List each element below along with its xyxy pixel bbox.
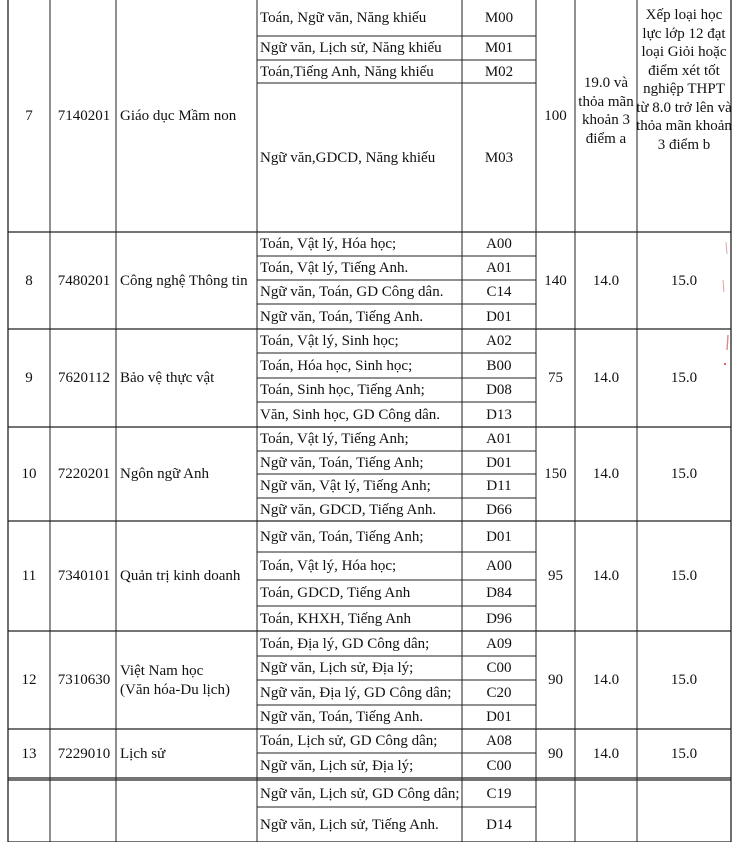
major-name: Công nghệ Thông tin — [120, 272, 248, 289]
combo-subjects: Ngữ văn, Toán, Tiếng Anh. — [260, 709, 424, 725]
combo-subjects: Toán, GDCD, Tiếng Anh — [260, 585, 411, 601]
major-name: Lịch sử — [120, 745, 166, 762]
combo-subjects: Toán, Vật lý, Tiếng Anh; — [260, 431, 409, 447]
combo-code: M03 — [484, 149, 514, 166]
combo-subjects: Ngữ văn,GDCD, Năng khiếu — [260, 149, 436, 166]
quota: 75 — [548, 370, 563, 386]
combo-code: C14 — [486, 284, 512, 300]
combo-code: C19 — [486, 785, 512, 802]
combo-code: D66 — [486, 501, 512, 518]
min-score: 14.0 — [592, 745, 620, 762]
combo-code: D14 — [486, 816, 512, 833]
combo-subjects: Ngữ văn, Toán, Tiếng Anh; — [260, 528, 424, 545]
combo-code: A00 — [486, 558, 512, 574]
alt-score: 15.0 — [670, 272, 698, 289]
combo-code: B00 — [486, 357, 512, 374]
combo-code: M00 — [484, 10, 514, 26]
combo-code: C00 — [486, 757, 512, 774]
alt-score: 15.0 — [670, 745, 698, 762]
combo-code: A09 — [486, 635, 512, 652]
quota: 90 — [548, 745, 563, 762]
major-code: 7140201 — [57, 108, 111, 124]
min-score: 14.0 — [592, 272, 620, 289]
combo-code: D11 — [486, 478, 512, 494]
major-code: 7220201 — [57, 466, 111, 482]
combo-code: A01 — [486, 260, 512, 276]
combo-subjects: Ngữ văn, Lịch sử, Địa lý; — [260, 660, 414, 676]
quota: 100 — [544, 108, 567, 124]
combo-subjects: Toán, Sinh học, Tiếng Anh; — [260, 382, 425, 398]
quota: 95 — [548, 568, 563, 584]
quota: 140 — [544, 272, 567, 289]
major-code: 7229010 — [57, 745, 111, 762]
combo-subjects: Toán, Vật lý, Hóa học; — [260, 558, 397, 574]
combo-subjects: Ngữ văn, Toán, GD Công dân. — [260, 284, 444, 300]
combo-subjects: Toán, Vật lý, Sinh học; — [260, 333, 399, 349]
combo-code: D96 — [486, 610, 512, 627]
row-number: 7 — [25, 108, 33, 124]
combo-subjects: Văn, Sinh học, GD Công dân. — [260, 406, 440, 423]
combo-code: A02 — [486, 333, 512, 349]
major-code: 7310630 — [57, 672, 111, 688]
alt-score: 15.0 — [670, 466, 698, 482]
row7-criteria-text: Xếp loại học lực lớp 12 đạt loại Giỏi hoặc điểm xét tốt nghiệp THPT từ 8.0 trở lên và thỏa mãn khoản 3 điểm b — [636, 7, 732, 153]
combo-code: M01 — [484, 40, 514, 56]
alt-score: 15.0 — [670, 370, 698, 386]
major-name: Bảo vệ thực vật — [120, 370, 215, 386]
min-score: 14.0 — [592, 370, 620, 386]
row-number: 11 — [21, 568, 37, 584]
combo-subjects: Ngữ văn, Toán, Tiếng Anh. — [260, 308, 424, 325]
major-code: 7480201 — [57, 272, 111, 289]
combo-subjects: Toán, Vật lý, Hóa học; — [260, 236, 397, 252]
row7-threshold-text: 19.0 và thỏa mãn khoản 3 điểm a — [578, 75, 634, 147]
min-score: 14.0 — [592, 568, 620, 584]
alt-score: 15.0 — [670, 568, 698, 584]
major-name: Ngôn ngữ Anh — [120, 466, 209, 482]
min-score: 14.0 — [592, 672, 620, 688]
combo-code: D01 — [486, 308, 512, 325]
combo-code: D13 — [486, 406, 512, 423]
combo-code: C20 — [486, 684, 512, 701]
combo-subjects: Toán, Địa lý, GD Công dân; — [260, 635, 430, 652]
combo-subjects: Ngữ văn, Lịch sử, Địa lý; — [260, 757, 414, 774]
major-code: 7340101 — [57, 568, 111, 584]
scan-marks — [712, 240, 732, 370]
combo-subjects: Ngữ văn, Lịch sử, GD Công dân; — [260, 785, 460, 802]
combo-code: D08 — [486, 382, 512, 398]
combo-code: A01 — [486, 431, 512, 447]
combo-subjects: Toán, Vật lý, Tiếng Anh. — [260, 260, 409, 276]
combo-subjects: Ngữ văn, Vật lý, Tiếng Anh; — [260, 478, 431, 494]
combo-code: C00 — [486, 660, 512, 676]
row-number: 9 — [25, 370, 33, 386]
quota: 90 — [548, 672, 563, 688]
combo-code: D01 — [486, 528, 512, 545]
combo-subjects: Ngữ văn, GDCD, Tiếng Anh. — [260, 501, 437, 518]
combo-subjects: Toán, KHXH, Tiếng Anh — [260, 610, 412, 627]
combo-code: M02 — [484, 63, 514, 80]
alt-score: 15.0 — [670, 672, 698, 688]
major-name: Quản trị kinh doanh — [120, 568, 241, 584]
major-name: (Văn hóa-Du lịch) — [120, 682, 230, 698]
major-name: Giáo dục Mầm non — [120, 108, 237, 124]
major-code: 7620112 — [58, 370, 110, 386]
row-number: 13 — [21, 745, 37, 762]
combo-code: A08 — [486, 733, 512, 749]
combo-code: A00 — [486, 236, 512, 252]
combo-subjects: Ngữ văn, Địa lý, GD Công dân; — [260, 684, 452, 701]
row-number: 12 — [21, 672, 37, 688]
combo-subjects: Toán, Lịch sử, GD Công dân; — [260, 733, 438, 749]
quota: 150 — [544, 466, 567, 482]
combo-subjects: Toán,Tiếng Anh, Năng khiếu — [260, 63, 434, 80]
combo-subjects: Toán, Ngữ văn, Năng khiếu — [260, 10, 427, 26]
combo-code: D01 — [486, 709, 512, 725]
combo-subjects: Ngữ văn, Toán, Tiếng Anh; — [260, 454, 424, 471]
min-score: 14.0 — [592, 466, 620, 482]
combo-code: D01 — [486, 454, 512, 471]
row-number: 8 — [25, 272, 33, 289]
combo-subjects: Ngữ văn, Lịch sử, Năng khiếu — [260, 40, 442, 56]
combo-subjects: Toán, Hóa học, Sinh học; — [260, 357, 413, 374]
row-number: 10 — [21, 466, 37, 482]
combo-subjects: Ngữ văn, Lịch sử, Tiếng Anh. — [260, 816, 439, 833]
major-name: Việt Nam học — [120, 663, 204, 679]
combo-code: D84 — [486, 585, 512, 601]
